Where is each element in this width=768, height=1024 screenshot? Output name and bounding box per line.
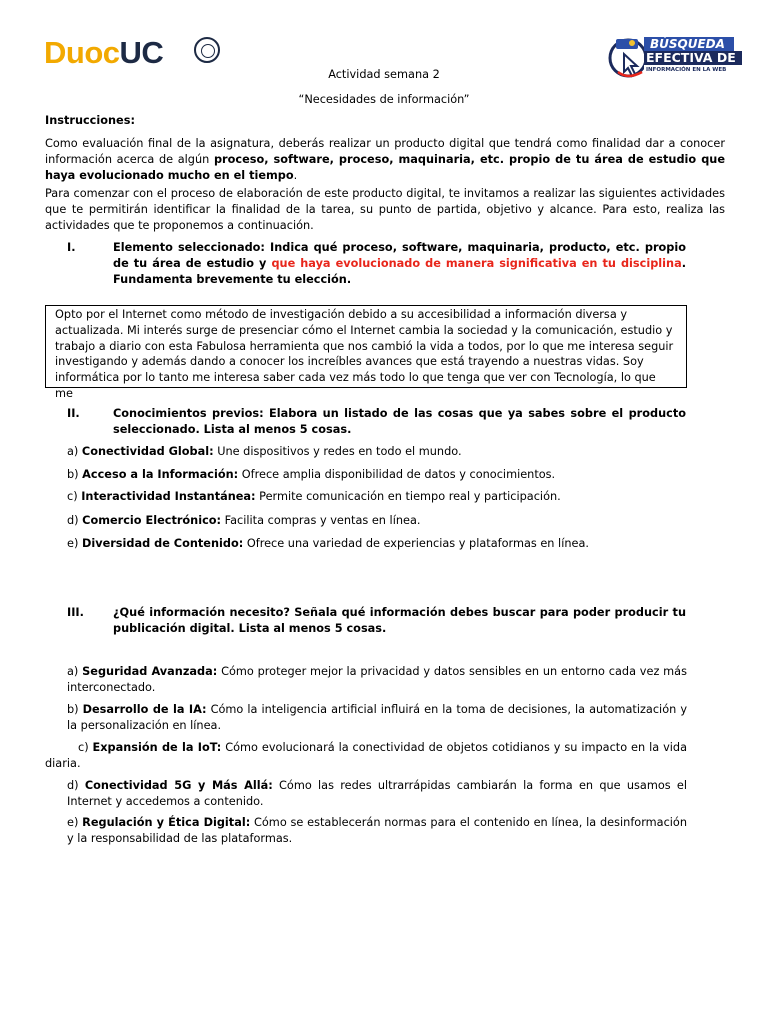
- logo-word-duoc: Duoc: [44, 35, 120, 70]
- list-item: [67, 536, 707, 552]
- item-prefix: c): [67, 490, 82, 503]
- section-1-prompt: [113, 240, 686, 287]
- section-1-number: I.: [67, 241, 76, 254]
- p1-text-c: .: [293, 168, 298, 182]
- item-prefix: b): [67, 468, 83, 481]
- item-text: Permite comunicación en tiempo real y participación.: [255, 490, 561, 503]
- item-prefix: d): [67, 514, 83, 527]
- item-text: Cómo se establecerán normas para el contenido en línea, la desinformación y la responsabilidad de las plataformas.: [67, 816, 688, 845]
- section-3-prompt: ¿Qué información necesito? Señala qué información debes buscar para poder producir tu publicación digital. Lista al menos 5 cosas.: [113, 606, 686, 635]
- item-label: Seguridad Avanzada:: [82, 665, 218, 678]
- item-prefix: e): [67, 816, 83, 829]
- list-item: [45, 740, 687, 772]
- list-item: [67, 664, 687, 696]
- item-label: Desarrollo de la IA:: [82, 703, 207, 716]
- instructions-heading: Instrucciones:: [45, 114, 135, 127]
- list-item: [67, 489, 707, 505]
- item-label: Conectividad 5G y Más Allá:: [84, 779, 273, 792]
- section-1-text-b: . Fundamenta brevemente tu elección.: [113, 256, 686, 286]
- page-subtitle: “Necesidades de información”: [298, 93, 470, 106]
- section-1-answer-text: Opto por el Internet como método de investigación debido a su accesibilidad a información diversa y actualizada. Mi interés surge de presenciar cómo el Internet cambia la sociedad y la comunicación, estudio y trabajo a diario con esta Fabulosa herramienta que nos cambió la vida a todos, por lo que me interesa seguir investigando y además dando a conocer los increíbles avances que está trayendo a nuestras vidas. Soy informática por lo tanto me interesa saber cada vez más todo lo que tenga que ver con Tecnología, lo que me: [55, 308, 674, 400]
- section-2-number: II.: [67, 407, 80, 420]
- list-item: [67, 513, 707, 529]
- section-1-text-a: Elemento seleccionado: Indica qué proceso, software, maquinaria, producto, etc. propio de tu área de estudio y: [113, 241, 686, 270]
- page-title: Actividad semana 2: [328, 68, 440, 81]
- item-prefix: a): [67, 445, 82, 458]
- item-label: Expansión de la IoT:: [92, 741, 222, 754]
- section-2-prompt: Conocimientos previos: Elabora un listado de las cosas que ya sabes sobre el producto seleccionado. Lista al menos 5 cosas.: [113, 407, 686, 436]
- item-label: Interactividad Instantánea:: [81, 490, 256, 503]
- item-prefix: d): [67, 779, 85, 792]
- item-label: Conectividad Global:: [81, 445, 214, 458]
- list-item: [67, 815, 687, 847]
- item-text: Ofrece una variedad de experiencias y plataformas en línea.: [243, 537, 589, 550]
- item-label: Diversidad de Contenido:: [81, 537, 244, 550]
- logo-word-uc: UC: [119, 35, 164, 70]
- list-item: [67, 702, 687, 734]
- list-item: [67, 444, 707, 460]
- item-prefix: e): [67, 537, 82, 550]
- logo-line3: INFORMACIÓN EN LA WEB: [646, 67, 727, 73]
- logo-line1: BÚSQUEDA: [650, 37, 725, 51]
- logo-line2: EFECTIVA DE: [646, 50, 736, 65]
- item-text: Cómo la inteligencia artificial influirá en la toma de decisiones, la automatización y la personalización en línea.: [67, 703, 688, 732]
- section-1-answer-box[interactable]: [45, 305, 687, 400]
- item-prefix: b): [67, 703, 83, 716]
- item-prefix: c): [78, 741, 93, 754]
- item-label: Acceso a la Información:: [82, 468, 239, 481]
- item-text: Cómo proteger mejor la privacidad y datos sensibles en un entorno cada vez más interconectado.: [67, 665, 687, 694]
- section-1-text-red: que haya evolucionado de manera significativa en tu disciplina: [271, 256, 682, 270]
- item-text: Ofrece amplia disponibilidad de datos y conocimientos.: [238, 468, 556, 481]
- p1-text-bold: proceso, software, proceso, maquinaria, etc. propio de tu área de estudio que haya evolucionado mucho en el tiempo: [45, 152, 725, 182]
- item-text: Cómo evolucionará la conectividad de objetos cotidianos y su impacto en la vida diaria.: [45, 741, 687, 770]
- section-3-number: III.: [67, 606, 84, 619]
- instructions-paragraph-2: Para comenzar con el proceso de elaboración de este producto digital, te invitamos a realizar las siguientes actividades que te permitirán identificar la finalidad de la tarea, su punto de partida, objetivo y alcance. Para esto, realiza las actividades que te proponemos a continuación.: [45, 187, 725, 232]
- list-item: [67, 778, 687, 810]
- p1-text-a: Como evaluación final de la asignatura, deberás realizar un producto digital que tendrá como finalidad dar a conocer información acerca de algún: [45, 137, 725, 166]
- instructions-paragraph-1: [45, 136, 725, 183]
- item-prefix: a): [67, 665, 83, 678]
- item-text: Facilita compras y ventas en línea.: [221, 514, 421, 527]
- list-item: [67, 467, 707, 483]
- item-text: Une dispositivos y redes en todo el mundo.: [213, 445, 462, 458]
- item-label: Comercio Electrónico:: [82, 514, 222, 527]
- item-label: Regulación y Ética Digital:: [82, 816, 251, 829]
- university-seal-icon: [194, 37, 220, 63]
- item-text: Cómo las redes ultrarrápidas cambiarán la forma en que usamos el Internet y accedemos a contenido.: [67, 779, 687, 808]
